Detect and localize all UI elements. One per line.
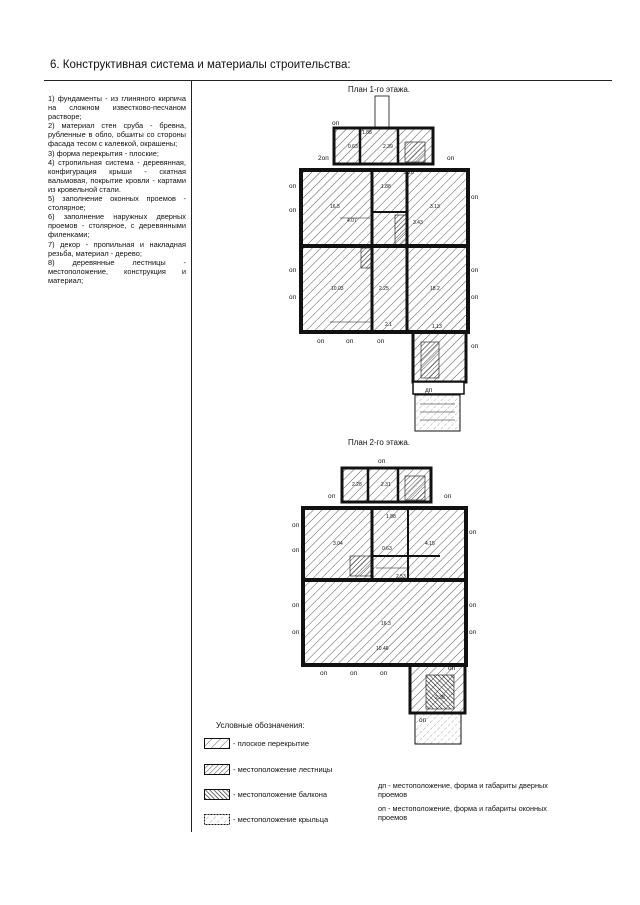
legend-item — [204, 764, 332, 775]
plan2-label: оп — [469, 602, 477, 609]
section-title: 6. Конструктивная система и материалы строительства: — [50, 59, 351, 71]
plan2-label: оп — [350, 670, 358, 677]
plan1-dim: 3.43 — [413, 220, 423, 226]
plan1-dim: 1.88 — [362, 130, 372, 136]
plan2-label: оп — [444, 493, 452, 500]
legend-label: - местоположение балкона — [233, 790, 328, 799]
plan1-dim: 4.07 — [347, 218, 357, 224]
plan2-dim: 0.63 — [382, 546, 392, 552]
plan2-label: оп — [292, 522, 300, 529]
plan2-dim: 2.38 — [435, 695, 445, 701]
plan1-dim: 2.25 — [379, 286, 389, 292]
plan1-drawing — [289, 96, 479, 431]
plan1-label: оп — [471, 343, 479, 350]
plan2-label: оп — [292, 602, 300, 609]
abbr-text: - местоположение, форма и габариты оконных проемов — [378, 804, 547, 822]
legend-item — [204, 814, 328, 825]
legend-label: - местоположение лестницы — [233, 765, 333, 774]
legend-item — [204, 789, 327, 800]
plan2-label: оп — [378, 458, 386, 465]
plan2-label: оп — [292, 547, 300, 554]
plan1-dim: 2.39 — [383, 144, 393, 150]
spec-item: 2) материал стен сруба - бревна, рубленные в обло, обшиты со стороны фасада тесом с калевкой, окрашены; — [48, 121, 186, 149]
spec-item: 6) заполнение наружных дверных проемов - столярное, с деревянными филенками; — [48, 212, 186, 240]
plan2-label: оп — [448, 665, 456, 672]
plan1-dim: 10.03 — [331, 286, 344, 292]
abbr-window — [378, 805, 568, 822]
spec-item: 7) декор - пропильная и накладная резьба, материал - дерево; — [48, 239, 186, 258]
plan2-label: оп — [328, 493, 336, 500]
plan1-label: оп — [289, 267, 297, 274]
plan2-label: оп — [469, 629, 477, 636]
plan2-label: оп — [419, 717, 427, 724]
legend-heading: Условные обозначения: — [216, 721, 305, 730]
plan1-dim: 16.5 — [330, 204, 340, 210]
plan2-dim: 16.3 — [381, 621, 391, 627]
legend-label: - плоское перекрытие — [233, 739, 310, 748]
plan2-label: оп — [469, 529, 477, 536]
plan1-label: 2оп — [318, 155, 329, 162]
plan1-dim: 18.2 — [430, 286, 440, 292]
plan2-label: оп — [380, 670, 388, 677]
legend-swatch-flat-ceiling — [204, 738, 230, 749]
plan1-label: дп — [425, 387, 433, 394]
plan1-label: оп — [447, 155, 455, 162]
plan1-label: оп — [289, 183, 297, 190]
plan2-label: оп — [292, 629, 300, 636]
spec-item: 3) форма перекрытия - плоские; — [48, 148, 159, 158]
plan1-label: оп — [471, 194, 479, 201]
plan1-dim: 1.13 — [432, 324, 442, 330]
spec-item: 1) фундаменты - из глиняного кирпича на сложном известково-песчаном растворе; — [48, 94, 186, 122]
plan2-drawing — [292, 458, 477, 744]
plan1-label: оп — [289, 294, 297, 301]
plan1-dim: 2.1 — [385, 322, 392, 328]
abbr-code: оп — [378, 804, 387, 813]
spec-item: 5) заполнение оконных проемов - столярное; — [48, 194, 186, 213]
plan2-dim: 1.88 — [386, 514, 396, 520]
plan1-label: оп — [332, 120, 340, 127]
plan1-label: оп — [289, 207, 297, 214]
plan1-dim: 3.13 — [430, 204, 440, 210]
plan1-label: оп — [471, 267, 479, 274]
plan2-label: оп — [320, 670, 328, 677]
spec-item: 8) деревянные лестницы - местоположение, конструкция и материал; — [48, 257, 186, 285]
plan1-dim: 0.63 — [348, 144, 358, 150]
abbr-code: дп — [378, 781, 387, 790]
legend-label: - местоположение крыльца — [233, 815, 329, 824]
plan1-dim: 1.88 — [381, 184, 391, 190]
plan2-dim: 2.28 — [352, 482, 362, 488]
plan2-dim: 3.04 — [333, 541, 343, 547]
plan1-label: оп — [346, 338, 354, 345]
plan2-dim: 4.15 — [425, 541, 435, 547]
abbr-text: - местоположение, форма и габариты дверных проемов — [378, 781, 548, 799]
legend-swatch-porch — [204, 814, 230, 825]
plan1-dim: 3.28 — [404, 170, 414, 176]
spec-item: 4) стропильная система - деревянная, конфигурация крыши - скатная вальмовая, покрытие кровли - картами из кровельной стали. — [48, 157, 186, 194]
legend-item — [204, 738, 309, 749]
plan2-dim: 2.31 — [381, 482, 391, 488]
abbr-door — [378, 782, 568, 799]
plan1-label: оп — [471, 294, 479, 301]
legend-swatch-stairs — [204, 764, 230, 775]
legend-swatch-balcony — [204, 789, 230, 800]
plan1-label: оп — [377, 338, 385, 345]
plan2-title: План 2-го этажа. — [348, 438, 410, 447]
plan2-dim: 10.46 — [376, 646, 389, 652]
plan1-title: План 1-го этажа. — [348, 85, 410, 94]
plan1-label: оп — [317, 338, 325, 345]
plan2-dim: 2.53 — [396, 574, 406, 580]
